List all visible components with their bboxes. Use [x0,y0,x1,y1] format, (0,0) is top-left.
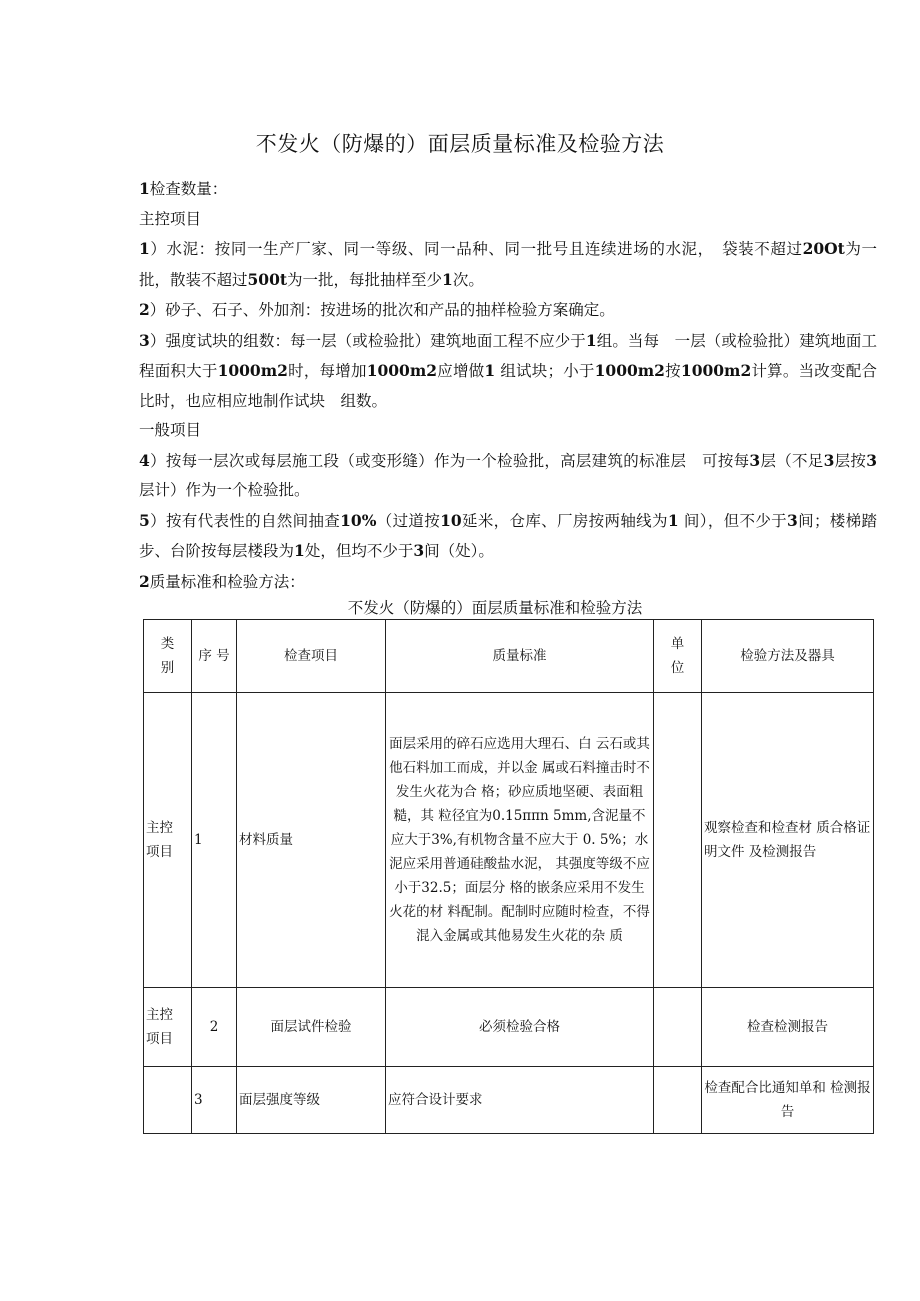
row1-standard: 面层采用的碎石应选用大理石、白 云石或其他石料加工而成，并以金 属或石料撞击时不发生火花为合 格；砂应质地坚硬、表面粗糙，其 粒径宜为0.15ππn 5mm,含泥量不 应大于3%,有机物含量不应大于 0. 5%；水泥应采用普通硅酸盐水泥， 其强度等级不应小于32.5；面层分 格的嵌条应采用不发生火花的材 料配制。配制时应随时检查，不得 混入金属或其他易发生火花的杂 质 [386,693,654,988]
bold-number: 1000m2 [217,361,288,380]
quality-standard-table [143,619,874,1134]
document-title: 不发火（防爆的）面层质量标准及检验方法 [255,132,665,156]
item-text: ）水泥：按同一生产厂家、同一等级、同一品种、同一批号且连续进场的水泥， 袋装不超过 [149,240,803,258]
item-text: 为一批，散装不超过 [139,240,877,289]
item-text: 组试块；小于 [495,362,595,380]
bold-number: 3 [139,330,150,350]
table-row [144,693,874,988]
bold-number: 1 [484,361,496,380]
item-text: 处，但均不少于 [304,542,414,560]
section-number: 2 [139,571,150,591]
bold-number: 1 [667,510,679,530]
row1-unit [654,693,702,988]
row2-unit [654,988,702,1067]
bold-number: 1 [442,269,453,289]
bold-number: 2 [139,300,150,319]
header-unit: 单 位 [654,620,702,693]
header-item: 检查项目 [237,620,386,693]
row1-method: 观察检查和检查材 质合格证明文件 及检测报告 [702,693,874,988]
item-text: （过道按 [376,511,441,530]
item-text: 应增做 [437,362,485,380]
subheading: 主控项目 [139,209,202,228]
bold-number: 3 [823,450,835,470]
item-text: ）砂子、石子、外加剂：按进场的批次和产品的抽样检验方案确定。 [149,301,615,319]
list-item [139,506,877,567]
item-text: 延米，仓库、厂房按两轴线为 [461,511,668,530]
subheading: 一般项目 [139,421,202,439]
bold-number: 3 [787,510,798,530]
item-text: 次。 [452,270,484,289]
item-text: 计算。当改变配合比时，也应相应地制作试块 组数。 [139,362,877,410]
section-heading-text: 检查数量： [149,180,228,198]
item-text: 间），但不少于 [678,511,787,530]
item-text: 为一批，每批抽样至少 [287,270,443,289]
list-item [139,446,877,506]
row3-method: 检查配合比通知单和 检测报告 [702,1067,874,1134]
bold-number: 1 [585,330,597,350]
row2-standard: 必须检验合格 [386,988,654,1067]
item-text: 层（不足 [760,451,824,470]
row3-unit [654,1067,702,1134]
item-text: 组。当每 一层（或检验批）建筑地面工程面积大于 [139,331,877,380]
section-number: 1 [139,179,150,198]
bold-number: 4 [139,450,150,470]
section-heading-text: 质量标准和检验方法： [149,572,305,591]
list-item [139,326,877,417]
header-seq: 序 号 [192,620,237,693]
item-text: 层计）作为一个检验批。 [139,481,310,499]
item-text: 按 [664,362,681,380]
row3-seq: 3 [192,1067,237,1134]
section-heading [139,567,877,598]
item-text: 层按 [834,451,867,470]
item-text: 间；楼梯踏步、台阶按每层楼段为 [139,511,877,560]
section-heading [139,174,877,205]
bold-number: 1 [139,239,150,258]
item-text: ）按每一层次或每层施工段（或变形缝）作为一个检验批，高层建筑的标准层 可按每 [149,451,750,470]
table-row [144,1067,874,1134]
bold-number: 10% [340,510,377,530]
item-text: 时，每增加 [287,362,367,380]
table-header-row [144,620,874,693]
row1-item: 材料质量 [237,693,386,988]
bold-number: 3 [749,450,761,470]
list-item [139,234,877,295]
row3-category [144,1067,192,1134]
bold-number: 20Ot [802,239,845,258]
table-caption: 不发火（防爆的）面层质量标准和检验方法 [347,599,643,617]
bold-number: 5 [139,510,150,530]
bold-number: 10 [440,510,462,530]
item-text: ）按有代表性的自然间抽查 [149,511,341,530]
header-standard: 质量标准 [386,620,654,693]
table-row [144,988,874,1067]
item-text: ）强度试块的组数：每一层（或检验批）建筑地面工程不应少于 [149,331,586,350]
bold-number: 500t [247,269,288,289]
bold-number: 1000m2 [366,361,438,380]
row2-category: 主控 项目 [144,988,192,1067]
row1-category: 主控 项目 [144,693,192,988]
bold-number: 3 [413,541,425,560]
bold-number: 1 [294,541,305,560]
header-method: 检验方法及器具 [702,620,874,693]
row1-seq: 1 [192,693,237,988]
header-category: 类 别 [144,620,192,693]
row2-method: 检查检测报告 [702,988,874,1067]
bold-number: 1000m2 [680,361,752,380]
document-body [139,174,877,597]
row3-item: 面层强度等级 [237,1067,386,1134]
row2-item: 面层试件检验 [237,988,386,1067]
bold-number: 3 [866,450,877,470]
row2-seq: 2 [192,988,237,1067]
row3-standard: 应符合设计要求 [386,1067,654,1134]
bold-number: 1000m2 [594,361,665,380]
list-item [139,295,877,326]
item-text: 间（处）。 [424,542,494,560]
